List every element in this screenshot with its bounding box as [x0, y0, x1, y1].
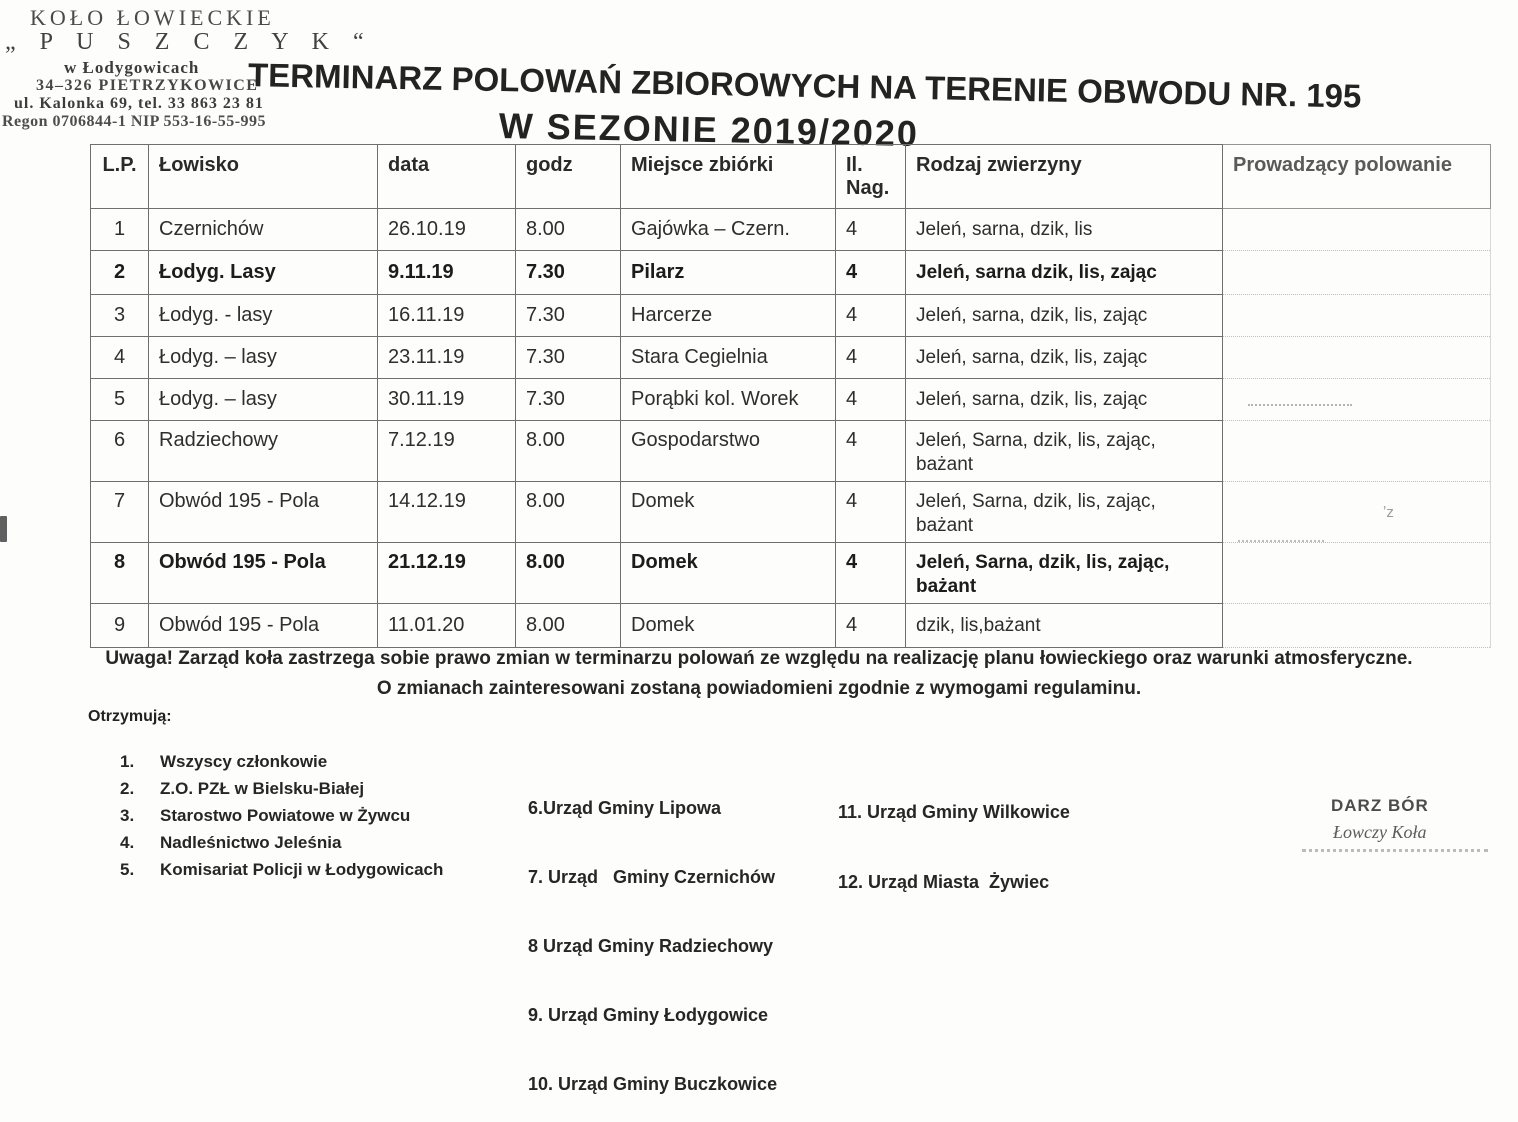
- header-godz: godz: [516, 145, 621, 209]
- table-row: [91, 482, 1491, 543]
- cell-rodzaj: Jeleń, sarna, dzik, lis, zając: [906, 295, 1223, 337]
- header-lowisko: Łowisko: [149, 145, 378, 209]
- recipient-number: 5.: [120, 860, 135, 879]
- signature-scribble: [1302, 849, 1488, 852]
- letterhead-street-phone: ul. Kalonka 69, tel. 33 863 23 81: [14, 95, 264, 112]
- cell-data: 7.12.19: [378, 421, 516, 482]
- cell-lowisko: Łodyg. Lasy: [149, 251, 378, 295]
- header-prowadzacy-polowanie: Prowadzący polowanie: [1223, 145, 1491, 209]
- cell-godz: 8.00: [516, 543, 621, 604]
- cell-miejsce: Gospodarstwo: [621, 421, 836, 482]
- cell-data: 11.01.20: [378, 604, 516, 648]
- recipient-label: Z.O. PZŁ w Bielsku-Białej: [160, 779, 365, 798]
- cell-lp: 8: [91, 543, 149, 604]
- cell-lowisko: Czernichów: [149, 209, 378, 251]
- cell-miejsce: Domek: [621, 604, 836, 648]
- recipient-label: Komisariat Policji w Łodygowicach: [160, 860, 444, 879]
- cell-rodzaj: Jeleń, Sarna, dzik, lis, zając, bażant: [906, 482, 1223, 543]
- recipient-item: 8 Urząd Gminy Radziechowy: [528, 936, 774, 956]
- cell-lp: 6: [91, 421, 149, 482]
- cell-godz: 8.00: [516, 604, 621, 648]
- cell-nag: 4: [836, 604, 906, 648]
- cell-prowadzacy: [1223, 421, 1491, 482]
- recipient-number: 4.: [120, 833, 135, 852]
- letterhead-locality: w Łodygowicach: [64, 58, 200, 77]
- cell-nag: 4: [836, 295, 906, 337]
- recipient-item: [120, 833, 443, 852]
- cell-data: 9.11.19: [378, 251, 516, 295]
- cell-prowadzacy: ʼz: [1223, 482, 1491, 543]
- cell-prowadzacy: [1223, 604, 1491, 648]
- recipient-label: Nadleśnictwo Jeleśnia: [160, 833, 342, 852]
- recipient-item: [120, 860, 443, 879]
- cell-rodzaj: Jeleń, sarna, dzik, lis, zając: [906, 379, 1223, 421]
- signature-role: Łowczy Koła: [1333, 822, 1427, 842]
- cell-lp: 5: [91, 379, 149, 421]
- cell-miejsce: Domek: [621, 543, 836, 604]
- cell-data: 26.10.19: [378, 209, 516, 251]
- cell-data: 16.11.19: [378, 295, 516, 337]
- table-row: [91, 337, 1491, 379]
- cell-rodzaj: dzik, lis,bażant: [906, 604, 1223, 648]
- table-row: [91, 379, 1491, 421]
- cell-lp: 2: [91, 251, 149, 295]
- cell-miejsce: Gajówka – Czern.: [621, 209, 836, 251]
- table-row: [91, 543, 1491, 604]
- cell-godz: 7.30: [516, 337, 621, 379]
- cell-nag: 4: [836, 379, 906, 421]
- document-title-line2: W SEZONIE 2019/2020: [498, 104, 920, 155]
- signature-greeting: DARZ BÓR: [1331, 796, 1429, 815]
- cell-lp: 3: [91, 295, 149, 337]
- cell-data: 30.11.19: [378, 379, 516, 421]
- cell-godz: 8.00: [516, 482, 621, 543]
- cell-data: 14.12.19: [378, 482, 516, 543]
- scan-artifact-edge: [0, 516, 7, 542]
- cell-godz: 7.30: [516, 379, 621, 421]
- table-row: [91, 295, 1491, 337]
- recipient-number: 2.: [120, 779, 135, 798]
- recipient-item: 6.Urząd Gminy Lipowa: [528, 798, 722, 818]
- header-il-nag-line1: Il.: [846, 154, 863, 176]
- header-il-nag: [836, 145, 906, 209]
- recipient-number: 1.: [120, 752, 135, 771]
- recipient-item: 12. Urząd Miasta Żywiec: [838, 872, 1050, 892]
- recipient-label: Starostwo Powiatowe w Żywcu: [160, 806, 411, 825]
- recipients-column-2: [528, 756, 777, 1122]
- cell-lowisko: Obwód 195 - Pola: [149, 543, 378, 604]
- header-miejsce-zbiorki: Miejsce zbiórki: [621, 145, 836, 209]
- cell-rodzaj: Jeleń, sarna, dzik, lis, zając: [906, 337, 1223, 379]
- recipient-number: 3.: [120, 806, 135, 825]
- cell-lowisko: Obwód 195 - Pola: [149, 482, 378, 543]
- cell-lowisko: Obwód 195 - Pola: [149, 604, 378, 648]
- cell-lp: 1: [91, 209, 149, 251]
- disclaimer-note: [0, 648, 1518, 700]
- cell-rodzaj: Jeleń, Sarna, dzik, lis, zając, bażant: [906, 543, 1223, 604]
- hunting-schedule-table: [90, 144, 1491, 648]
- cell-godz: 7.30: [516, 295, 621, 337]
- cell-miejsce: Domek: [621, 482, 836, 543]
- recipients-heading: Otrzymują:: [88, 708, 172, 725]
- table-row: [91, 604, 1491, 648]
- recipient-item: [120, 779, 443, 798]
- header-data: data: [378, 145, 516, 209]
- recipient-item: 9. Urząd Gminy Łodygowice: [528, 1005, 769, 1025]
- cell-godz: 7.30: [516, 251, 621, 295]
- cell-rodzaj: Jeleń, sarna, dzik, lis: [906, 209, 1223, 251]
- cell-prowadzacy: [1223, 543, 1491, 604]
- letterhead-regon-nip: Regon 0706844-1 NIP 553-16-55-995: [2, 113, 267, 130]
- cell-prowadzacy: [1223, 251, 1491, 295]
- recipient-label: Wszyscy członkowie: [160, 752, 328, 771]
- cell-prowadzacy: [1223, 379, 1491, 421]
- cell-data: 21.12.19: [378, 543, 516, 604]
- disclaimer-note-line1: Uwaga! Zarząd koła zastrzega sobie prawo zmian w terminarzu polowań ze względu na realizację planu łowieckiego oraz warunki atmosferyczne.: [105, 648, 1413, 669]
- disclaimer-note-line2: O zmianach zainteresowani zostaną powiadomieni zgodnie z wymogami regulaminu.: [376, 678, 1142, 699]
- cell-nag: 4: [836, 337, 906, 379]
- cell-lowisko: Łodyg. – lasy: [149, 337, 378, 379]
- cell-nag: 4: [836, 251, 906, 295]
- cell-prowadzacy: [1223, 209, 1491, 251]
- table-row: [91, 209, 1491, 251]
- header-lp: L.P.: [91, 145, 149, 209]
- cell-data: 23.11.19: [378, 337, 516, 379]
- cell-lowisko: Łodyg. - lasy: [149, 295, 378, 337]
- header-il-nag-line2: Nag.: [846, 177, 890, 199]
- letterhead-club-nickname: „ P U S Z C Z Y K “: [5, 29, 373, 55]
- recipient-item: 7. Urząd Gminy Czernichów: [528, 867, 776, 887]
- cell-godz: 8.00: [516, 421, 621, 482]
- letterhead-club-name: KOŁO ŁOWIECKIE: [30, 5, 275, 30]
- cell-lowisko: Łodyg. – lasy: [149, 379, 378, 421]
- cell-godz: 8.00: [516, 209, 621, 251]
- cell-nag: 4: [836, 543, 906, 604]
- cell-nag: 4: [836, 482, 906, 543]
- cell-prowadzacy: [1223, 295, 1491, 337]
- scan-artifact-dash: [1248, 404, 1352, 406]
- cell-miejsce: Pilarz: [621, 251, 836, 295]
- recipient-item: [120, 752, 443, 771]
- cell-prowadzacy: [1223, 337, 1491, 379]
- cell-lowisko: Radziechowy: [149, 421, 378, 482]
- recipient-item: 11. Urząd Gminy Wilkowice: [838, 802, 1070, 822]
- scan-artifact-dash: [1238, 540, 1324, 542]
- table-row: [91, 251, 1491, 295]
- cell-rodzaj: Jeleń, sarna dzik, lis, zając: [906, 251, 1223, 295]
- cell-lp: 7: [91, 482, 149, 543]
- cell-lp: 9: [91, 604, 149, 648]
- cell-nag: 4: [836, 209, 906, 251]
- cell-nag: 4: [836, 421, 906, 482]
- recipients-column-1: [120, 752, 443, 887]
- document-title-line1: TERMINARZ POLOWAŃ ZBIOROWYCH NA TERENIE OBWODU NR. 195: [247, 56, 1362, 115]
- cell-lp: 4: [91, 337, 149, 379]
- recipient-item: 10. Urząd Gminy Buczkowice: [528, 1074, 778, 1094]
- cell-miejsce: Stara Cegielnia: [621, 337, 836, 379]
- cell-miejsce: Harcerze: [621, 295, 836, 337]
- recipient-item: [120, 806, 443, 825]
- table-header-row: [91, 145, 1491, 209]
- table-row: [91, 421, 1491, 482]
- recipients-column-3: [838, 760, 1070, 921]
- cell-rodzaj: Jeleń, Sarna, dzik, lis, zając, bażant: [906, 421, 1223, 482]
- letterhead-postal-address: 34–326 PIETRZYKOWICE: [36, 77, 259, 94]
- cell-miejsce: Porąbki kol. Worek: [621, 379, 836, 421]
- header-rodzaj-zwierzyny: Rodzaj zwierzyny: [906, 145, 1223, 209]
